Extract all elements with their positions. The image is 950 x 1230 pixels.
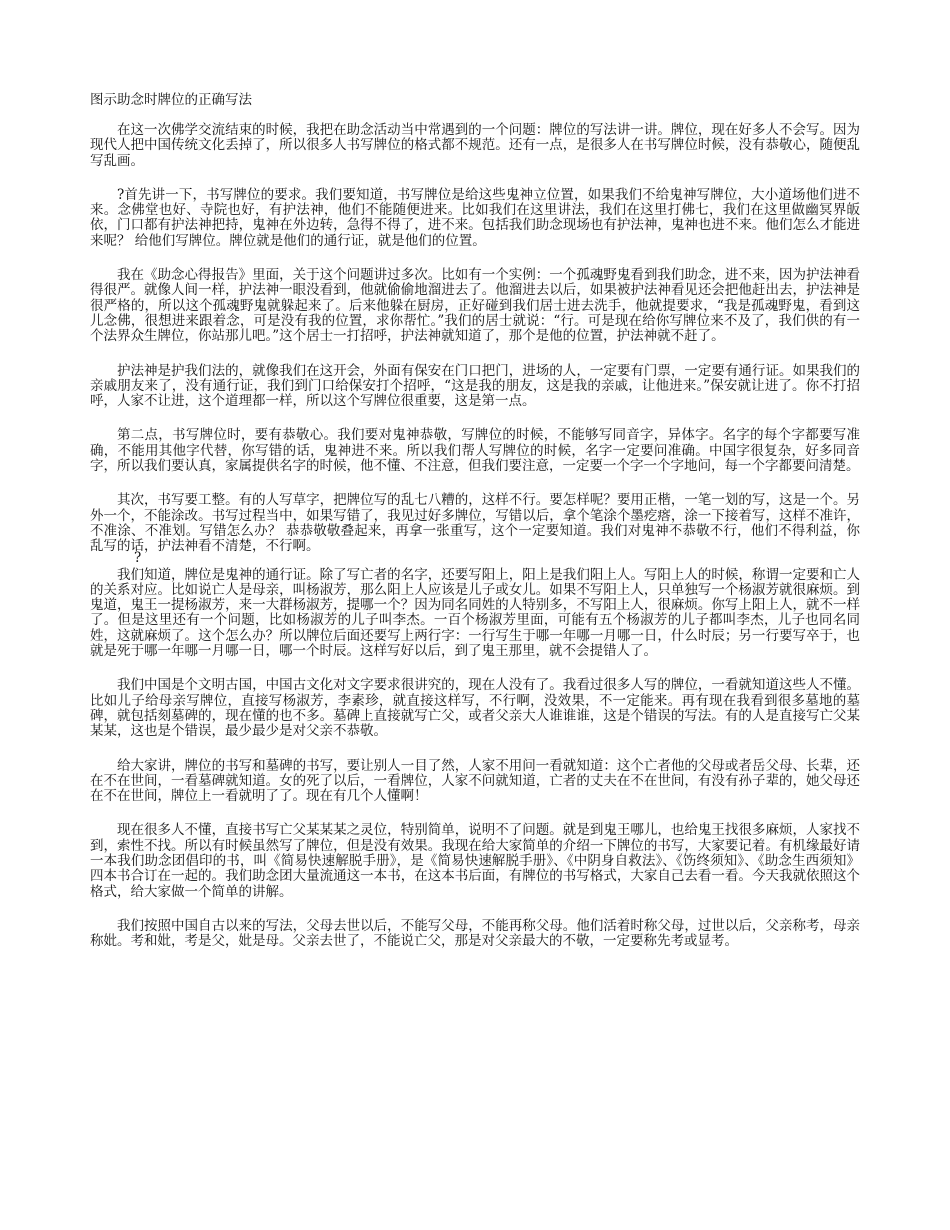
paragraph-7: 我们知道，牌位是鬼神的通行证。除了写亡者的名字，还要写阳上，阳上是我们阳上人。写阳上人的时候，称谓一定要和亡人的关系对应。比如说亡人是母亲，叫杨淑芳，那么阳上人应该是儿子或女儿。如果不写阳上人，只单独写一个杨淑芳就很麻烦。到鬼道，鬼王一提杨淑芳，来一大群杨淑芳，提哪一个？因为同名同姓的人特别多，不写阳上人，很麻烦。你写上阳上人，就不一样了。但是这里还有一个问题，比如杨淑芳的儿子叫李杰。一百个杨淑芳里面，可能有五个杨淑芳的儿子都叫李杰，儿子也同名同姓，这就麻烦了。这个怎么办？所以牌位后面还要写上两行字：一行写生于哪一年哪一月哪一日，什么时辰；另一行要写卒于，也就是死于哪一年哪一月哪一日，哪一个时辰。这样写好以后，到了鬼王那里，就不会提错人了。 bbox=[90, 566, 860, 660]
paragraph-1: 在这一次佛学交流结束的时候，我把在助念活动当中常遇到的一个问题：牌位的写法讲一讲。牌位，现在好多人不会写。因为现代人把中国传统文化丢掉了，所以很多人书写牌位的格式都不规范。还有一点，是很多人在书写牌位时候，没有恭敬心，随便乱写乱画。 bbox=[90, 122, 860, 169]
paragraph-10: 现在很多人不懂，直接书写亡父某某某之灵位，特别简单，说明不了问题。就是到鬼王哪儿，也给鬼王找很多麻烦，人家找不到，索性不找。所以有时候虽然写了牌位，但是没有效果。我现在给大家简单的介绍一下牌位的书写，大家要记着。有机缘最好请一本我们助念团倡印的书，叫《简易快速解脱手册》，是《简易快速解脱手册》、《中阴身自救法》、《饬终须知》、《助念生西须知》四本书合订在一起的。我们助念团大量流通这一本书，在这本书后面，有牌位的书写格式，大家自己去看一看。今天我就依照这个格式，给大家做一个简单的讲解。 bbox=[90, 822, 860, 900]
paragraph-11: 我们按照中国自古以来的写法，父母去世以后，不能写父母，不能再称父母。他们活着时称父母，过世以后，父亲称考，母亲称妣。考和妣，考是父，妣是母。父亲去世了，不能说亡父，那是对父亲最大的不敬，一定要称先考或显考。 bbox=[90, 917, 860, 950]
paragraph-2: ?首先讲一下，书写牌位的要求。我们要知道，书写牌位是给这些鬼神立位置，如果我们不给鬼神写牌位，大小道场他们进不来。念佛堂也好、寺院也好，有护法神，他们不能随便进来。比如我们在这里讲法，我们在这里打佛七，我们在这里做幽冥界皈依，门口都有护法神把持，鬼神在外边转，急得不得了，进不来。包括我们助念现场也有护法神，鬼神也进不来。他们怎么才能进来呢？ 给他们写牌位。牌位就是他们的通行证，就是他们的位置。 bbox=[90, 186, 860, 249]
paragraph-3: 我在《助念心得报告》里面，关于这个问题讲过多次。比如有一个实例：一个孤魂野鬼看到我们助念，进不来，因为护法神看得很严。就像人间一样，护法神一眼没看到，他就偷偷地溜进去了。他溜进去以后，如果被护法神看见还会把他赶出去，护法神是很严格的，所以这个孤魂野鬼就躲起来了。后来他躲在厨房，正好碰到我们居士进去洗手，他就提要求，“我是孤魂野鬼，看到这儿念佛，很想进来跟着念，可是没有我的位置，求你帮忙。”我们的居士就说：“行。可是现在给你写牌位来不及了，我们供的有一个法界众生牌位，你站那儿吧。”这个居士一打招呼，护法神就知道了，那个是他的位置，护法神就不赶了。 bbox=[90, 267, 860, 345]
paragraph-8: 我们中国是个文明古国，中国古文化对文字要求很讲究的，现在人没有了。我看过很多人写的牌位，一看就知道这些人不懂。比如儿子给母亲写牌位，直接写杨淑芳，李素珍，就直接这样写，不行啊，没效果，不一定能来。再有现在我看到很多墓地的墓碑，就包括刻墓碑的，现在懂的也不多。墓碑上直接就写亡父，或者父亲大人谁谁谁，这是个错误的写法。有的人是直接写亡父某某某，这也是个错误，最少最少是对父亲不恭敬。 bbox=[90, 677, 860, 740]
document-title: 图示助念时牌位的正确写法 bbox=[90, 92, 252, 108]
document-page bbox=[90, 90, 860, 968]
paragraph-6: 其次，书写要工整。有的人写草字，把牌位写的乱七八糟的，这样不行。要怎样呢？要用正楷，一笔一划的写，这是一个。另外一个，不能涂改。书写过程当中，如果写错了，我见过好多牌位，写错以后，拿个笔涂个墨疙瘩，涂一下接着写，这样不准许，不准涂、不准划。写错怎么办？ 恭恭敬敬叠起来，再拿一张重写，这个一定要知道。我们对鬼神不恭敬不行，他们不得利益，你乱写的话，护法神看不清楚，不行啊。 bbox=[90, 492, 860, 555]
paragraph-4: 护法神是护我们法的，就像我们在这开会，外面有保安在门口把门，进场的人，一定要有门票，一定要有通行证。如果我们的亲戚朋友来了，没有通行证，我们到门口给保安打个招呼，“这是我的朋友，这是我的亲戚，让他进来。”保安就让进了。你不打招呼，人家不让进，这个道理都一样，所以这个写牌位很重要，这是第一点。 bbox=[90, 362, 860, 410]
paragraph-9: 给大家讲，牌位的书写和墓碑的书写，要让别人一目了然，人家不用问一看就知道：这个亡者他的父母或者岳父母、长辈，还在不在世间，一看墓碑就知道。女的死了以后，一看牌位，人家不问就知道，亡者的丈夫在不在世间，有没有孙子辈的，她父母还在不在世间，牌位上一看就明了了。现在有几个人懂啊！ bbox=[90, 757, 860, 805]
stray-question-mark: ? bbox=[134, 549, 142, 566]
paragraph-5: 第二点，书写牌位时，要有恭敬心。我们要对鬼神恭敬，写牌位的时候，不能够写同音字，异体字。名字的每个字都要写准确，不能用其他字代替，你写错的话，鬼神进不来。所以我们帮人写牌位的时候，名字一定要问准确。中国字很复杂，好多同音字，所以我们要认真，家属提供名字的时候，他不懂、不注意，但我们要注意，一定要一个字一个字地问，每一个字都要问清楚。 bbox=[90, 427, 860, 475]
